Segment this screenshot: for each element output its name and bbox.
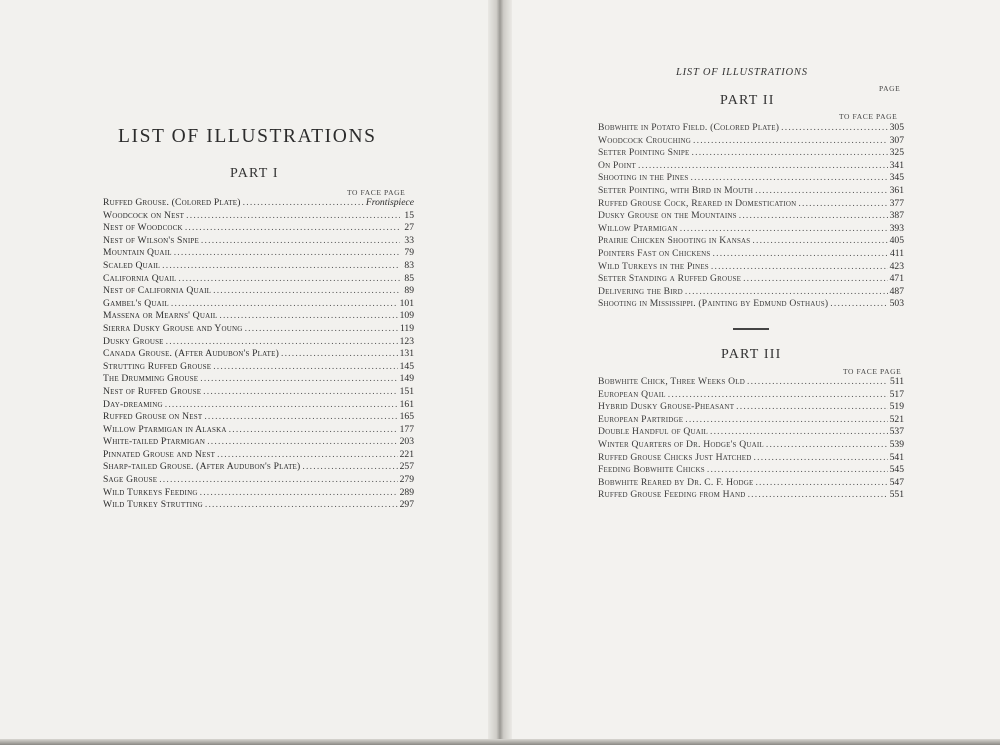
leader-dots: [713, 248, 888, 261]
leader-dots: [207, 436, 397, 449]
entry-title: Ruffed Grouse Feeding from Hand: [598, 489, 746, 501]
entry-title: Pointers Fast on Chickens: [598, 247, 711, 259]
leader-dots: [748, 489, 888, 502]
list-item: [103, 361, 414, 374]
list-item: [103, 235, 414, 248]
list-item: [598, 160, 904, 173]
leader-dots: [245, 323, 398, 336]
entry-title: Ruffed Grouse Cock, Reared in Domestication: [598, 197, 797, 209]
list-item: [598, 122, 904, 135]
entry-title: White-tailed Ptarmigan: [103, 436, 206, 448]
entry-title: Shooting in Mississippi. (Painting by Edmund Osthaus): [598, 298, 829, 310]
list-item: [598, 414, 904, 427]
list-item: [103, 285, 414, 298]
list-item: [598, 135, 904, 148]
entry-page-number: 503: [889, 298, 904, 310]
leader-dots: [755, 185, 888, 198]
entry-title: Pinnated Grouse and Nest: [103, 448, 216, 460]
entry-title: Willow Ptarmigan: [598, 222, 678, 234]
entry-page-number: 307: [889, 134, 904, 146]
leader-dots: [213, 285, 400, 298]
leader-dots: [159, 474, 397, 487]
entry-title: Wild Turkeys in the Pines: [598, 260, 709, 272]
entry-page-number: 341: [889, 159, 904, 171]
list-item: [103, 487, 414, 500]
entry-title: Dusky Grouse on the Mountains: [598, 210, 737, 222]
list-item: [598, 489, 904, 502]
entry-title: Willow Ptarmigan in Alaska: [103, 423, 227, 435]
entry-page-number: 471: [889, 273, 904, 285]
leader-dots: [203, 386, 397, 399]
entry-title: Bobwhite in Potato Field. (Colored Plate): [598, 122, 780, 133]
entry-title: Ruffed Grouse Chicks Just Hatched: [598, 451, 752, 463]
list-item: [598, 261, 904, 274]
entry-page-number: 85: [404, 272, 414, 284]
entry-page-number: 101: [399, 297, 414, 309]
entry-page-number: 279: [399, 474, 414, 486]
list-item: [103, 461, 414, 474]
entry-page-number: 203: [399, 436, 414, 448]
entry-title: Ruffed Grouse. (Colored Plate): [103, 197, 241, 208]
list-item: [598, 248, 904, 261]
entry-title: Sage Grouse: [103, 474, 158, 486]
list-item: [598, 223, 904, 236]
entry-page-number: 297: [399, 499, 414, 511]
entry-page-number: 33: [404, 234, 414, 246]
entry-page-number: 289: [399, 486, 414, 498]
leader-dots: [755, 477, 887, 490]
leader-dots: [692, 147, 888, 160]
leader-dots: [229, 424, 398, 437]
entry-title: Setter Pointing, with Bird in Mouth: [598, 184, 754, 196]
entry-title: Double Handful of Quail: [598, 426, 708, 438]
leader-dots: [766, 439, 888, 452]
entry-page-number: 411: [889, 247, 904, 259]
entry-title: Gambel's Quail: [103, 297, 169, 309]
entry-page-number: 537: [889, 426, 904, 438]
list-item: [103, 373, 414, 386]
entry-page-number: 423: [889, 260, 904, 272]
leader-dots: [693, 135, 888, 148]
entry-page-number: 79: [404, 247, 414, 259]
entry-title: On Point: [598, 159, 637, 171]
list-item: [103, 436, 414, 449]
list-item: [103, 210, 414, 223]
entry-title: Nest of California Quail: [103, 285, 212, 297]
entry-page-number: 177: [399, 423, 414, 435]
list-item: [103, 298, 414, 311]
list-item: [103, 197, 414, 210]
leader-dots: [743, 273, 888, 286]
entry-title: Setter Pointing Snipe: [598, 147, 690, 159]
leader-dots: [162, 260, 400, 273]
list-item: [103, 499, 414, 512]
entry-page-number: 149: [399, 373, 414, 385]
leader-dots: [243, 197, 364, 210]
list-item: [598, 273, 904, 286]
entry-page-number: 109: [399, 310, 414, 322]
entry-title: Delivering the Bird: [598, 285, 683, 297]
leader-dots: [178, 273, 400, 286]
leader-dots: [201, 235, 400, 248]
entry-page-number: 131: [399, 348, 414, 360]
entry-title: Sierra Dusky Grouse and Young: [103, 322, 243, 334]
list-item: [598, 439, 904, 452]
list-item: [598, 464, 904, 477]
list-item: [103, 424, 414, 437]
leader-dots: [707, 464, 888, 477]
leader-dots: [185, 222, 400, 235]
list-item: [103, 411, 414, 424]
list-item: [103, 399, 414, 412]
entry-page-number: 325: [889, 147, 904, 159]
entry-title: European Quail: [598, 388, 666, 400]
page-title: LIST OF ILLUSTRATIONS: [118, 126, 377, 147]
list-item: [598, 172, 904, 185]
entry-page-number: 547: [889, 476, 904, 488]
leader-dots: [171, 298, 398, 311]
entry-title: Massena or Mearns' Quail: [103, 310, 218, 322]
entry-title: The Drumming Grouse: [103, 373, 199, 385]
leader-dots: [685, 414, 887, 427]
entry-page-number: 89: [404, 285, 414, 297]
list-item: [598, 185, 904, 198]
part-three-title: PART III: [721, 347, 782, 362]
list-item: [103, 247, 414, 260]
entry-page-number: 541: [889, 451, 904, 463]
leader-dots: [668, 389, 888, 402]
list-item: [598, 286, 904, 299]
leader-dots: [754, 452, 888, 465]
entry-title: Dusky Grouse: [103, 335, 164, 347]
entry-page-number: 27: [404, 222, 414, 234]
entry-page-number: 519: [889, 401, 904, 413]
leader-dots: [200, 487, 398, 500]
entry-title: Scaled Quail: [103, 259, 161, 271]
part-two-title: PART II: [720, 93, 775, 108]
list-item: [598, 210, 904, 223]
leader-dots: [798, 198, 887, 211]
entry-page-number: 393: [889, 222, 904, 234]
list-item: [103, 386, 414, 399]
entry-page-number: 405: [889, 235, 904, 247]
entry-title: Canada Grouse. (After Audubon's Plate): [103, 348, 279, 360]
list-item: [598, 235, 904, 248]
leader-dots: [691, 172, 888, 185]
leader-dots: [711, 261, 888, 274]
entry-page-number: 551: [889, 489, 904, 501]
list-item: [598, 401, 904, 414]
entry-title: European Partridge: [598, 413, 684, 425]
list-item: [103, 310, 414, 323]
leader-dots: [166, 336, 398, 349]
leader-dots: [302, 461, 397, 474]
entry-page-number: 119: [399, 322, 414, 334]
leader-dots: [186, 210, 400, 223]
leader-dots: [174, 247, 400, 260]
entry-page-number: 15: [404, 209, 414, 221]
entry-page-number: 123: [399, 335, 414, 347]
list-item: [103, 449, 414, 462]
leader-dots: [830, 298, 887, 311]
part-three-face-page-label: TO FACE PAGE: [843, 367, 902, 376]
leader-dots: [752, 235, 887, 248]
leader-dots: [200, 373, 397, 386]
entry-title: Strutting Ruffed Grouse: [103, 360, 212, 372]
leader-dots: [638, 160, 888, 173]
leader-dots: [165, 399, 398, 412]
entry-title: Mountain Quail: [103, 247, 172, 259]
list-item: [103, 260, 414, 273]
part-two-list: [598, 122, 904, 311]
entry-title: Nest of Woodcock: [103, 222, 183, 234]
page-column-label: PAGE: [879, 84, 901, 93]
entry-page-number: 221: [399, 448, 414, 460]
entry-page-number: 151: [399, 385, 414, 397]
entry-page-number: Frontispiece: [365, 197, 414, 208]
list-item: [598, 389, 904, 402]
running-head: LIST OF ILLUSTRATIONS: [676, 67, 808, 78]
entry-page-number: 83: [404, 259, 414, 271]
leader-dots: [680, 223, 888, 236]
list-item: [598, 376, 904, 389]
list-item: [598, 426, 904, 439]
leader-dots: [205, 499, 398, 512]
entry-page-number: 165: [399, 411, 414, 423]
leader-dots: [217, 449, 398, 462]
entry-page-number: 161: [399, 398, 414, 410]
entry-page-number: 521: [889, 413, 904, 425]
leader-dots: [739, 210, 888, 223]
leader-dots: [204, 411, 397, 424]
leader-dots: [281, 348, 398, 361]
leader-dots: [736, 401, 887, 414]
entry-page-number: 145: [399, 360, 414, 372]
entry-title: Shooting in the Pines: [598, 172, 689, 184]
entry-page-number: 487: [889, 285, 904, 297]
entry-title: Wild Turkey Strutting: [103, 499, 203, 511]
entry-page-number: 517: [889, 388, 904, 400]
leader-dots: [747, 376, 888, 389]
list-item: [103, 348, 414, 361]
entry-title: Day-dreaming: [103, 398, 163, 410]
entry-title: Winter Quarters of Dr. Hodge's Quail: [598, 438, 764, 450]
list-item: [103, 222, 414, 235]
entry-page-number: 539: [889, 438, 904, 450]
entry-title: Feeding Bobwhite Chicks: [598, 464, 705, 476]
entry-page-number: 511: [889, 376, 904, 387]
entry-title: Prairie Chicken Shooting in Kansas: [598, 235, 751, 247]
entry-page-number: 387: [889, 210, 904, 222]
entry-page-number: 345: [889, 172, 904, 184]
list-item: [598, 452, 904, 465]
entry-page-number: 361: [889, 184, 904, 196]
section-divider: [733, 328, 769, 330]
part-two-face-page-label: TO FACE PAGE: [839, 112, 898, 121]
list-item: [103, 273, 414, 286]
entry-page-number: 305: [889, 122, 904, 133]
entry-title: California Quail: [103, 272, 177, 284]
leader-dots: [219, 310, 397, 323]
list-item: [103, 474, 414, 487]
list-item: [598, 198, 904, 211]
leader-dots: [710, 426, 888, 439]
entry-title: Sharp-tailed Grouse. (After Audubon's Plate): [103, 461, 301, 473]
leader-dots: [781, 122, 887, 135]
entry-title: Wild Turkeys Feeding: [103, 486, 198, 498]
leader-dots: [685, 286, 888, 299]
entry-page-number: 545: [889, 464, 904, 476]
part-one-list: [103, 197, 414, 512]
entry-page-number: 377: [889, 197, 904, 209]
list-item: [598, 298, 904, 311]
list-item: [598, 147, 904, 160]
entry-title: Woodcock Crouching: [598, 134, 692, 146]
list-item: [103, 323, 414, 336]
entry-title: Ruffed Grouse on Nest: [103, 411, 203, 423]
entry-title: Woodcock on Nest: [103, 209, 185, 221]
entry-title: Nest of Wilson's Snipe: [103, 234, 199, 246]
book-gutter: [488, 0, 512, 745]
entry-title: Nest of Ruffed Grouse: [103, 385, 202, 397]
entry-page-number: 257: [399, 461, 414, 473]
part-one-title: PART I: [230, 166, 279, 181]
list-item: [103, 336, 414, 349]
list-item: [598, 477, 904, 490]
leader-dots: [213, 361, 397, 374]
entry-title: Bobwhite Reared by Dr. C. F. Hodge: [598, 476, 754, 488]
part-one-face-page-label: TO FACE PAGE: [347, 188, 406, 197]
entry-title: Bobwhite Chick, Three Weeks Old: [598, 376, 745, 387]
right-page: [503, 0, 1000, 745]
entry-title: Hybrid Dusky Grouse-Pheasant: [598, 401, 735, 413]
part-three-list: [598, 376, 904, 502]
entry-title: Setter Standing a Ruffed Grouse: [598, 273, 742, 285]
page-edge: [0, 739, 1000, 745]
